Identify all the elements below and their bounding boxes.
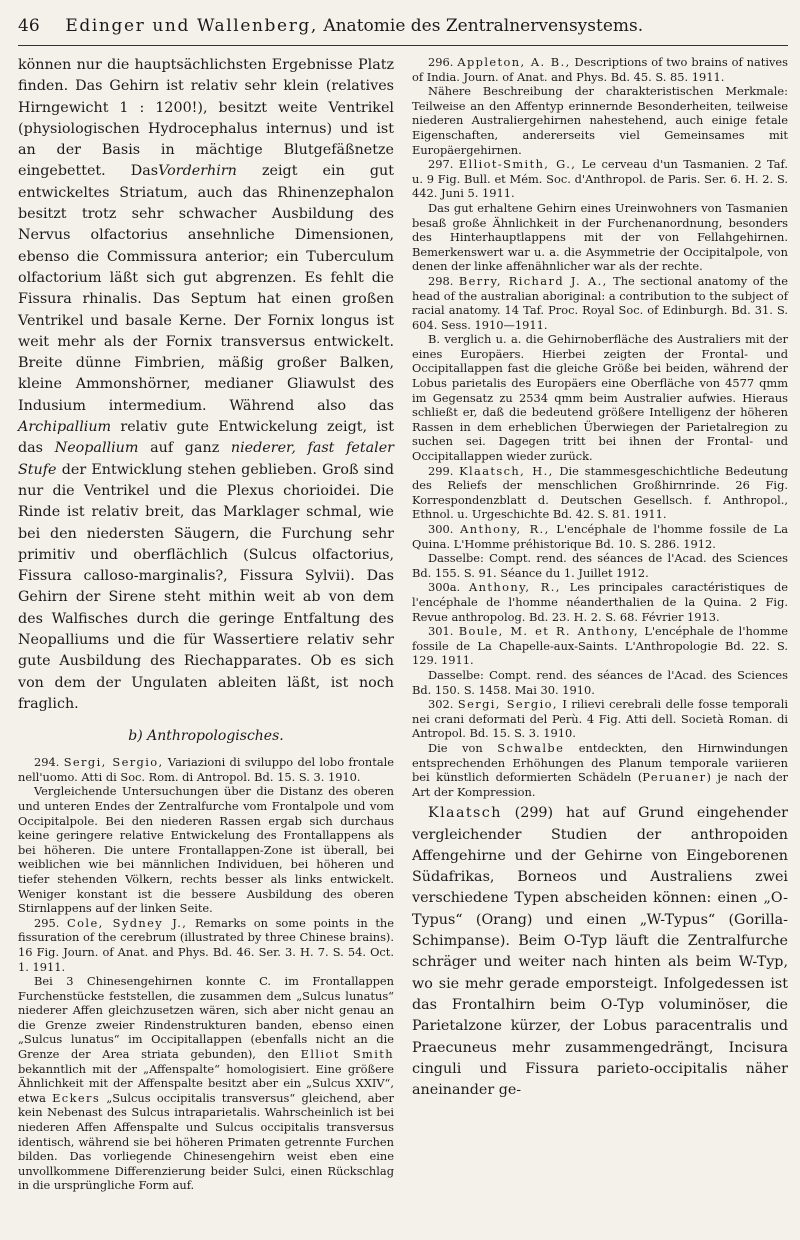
- bibliography-entry: 299. Klaatsch, H., Die stammesgeschichtliche Bedeutung des Reliefs der menschlichen Großhirnrinde. 26 Fig. Korrespondenzblatt d. Deutschen Gesellsch. f. Anthropol., Ethnol. u. Urgeschichte Bd. 42. S. 81. 1911.: [412, 463, 788, 522]
- bibliography-entry: 300a. Anthony, R., Les principales caractéristiques de l'encéphale de l'homme néanderthalien de la Quina. 2 Fig. Revue anthropolog. Bd. 23. H. 2. S. 68. Février 1913.: [412, 580, 788, 624]
- abstract: Bei 3 Chinesengehirnen konnte C. im Frontallappen Furchenstücke feststellen, die zusammen dem „Sulcus lunatus“ niederer Affen gleichzusetzen wären, sich aber nicht genau an die Grenze zweier Rindenstrukturen banden, ebenso einen „Sulcus lunatus“ im Occipitallappen (ebenfalls nicht an die Grenze der Area striata gebunden), den Elliot Smith bekanntlich mit der „Affenspalte“ homologisiert. Eine größere Ähnlichkeit mit der Affenspalte besitzt aber ein „Sulcus XXIV“, etwa Eckers „Sulcus occipitalis transversus“ gleichend, aber kein Nebenast des Sulcus intraparietalis. Wahrscheinlich ist bei niederen Affen Affenspalte und Sulcus occipitalis transversus identisch, während sie bei höheren Primaten getrennte Furchen bilden. Das vorliegende Chinesengehirn weist eben eine unvollkommene Differenzierung beider Sulci, einen Rückschlag in die ursprüngliche Form auf.: [18, 974, 394, 1193]
- right-column: [412, 55, 788, 1101]
- bibliography-entry: 294. Sergi, Sergio, Variazioni di sviluppo del lobo frontale nell'uomo. Atti di Soc. Rom. di Antropol. Bd. 15. S. 3. 1910. Vergleichende Untersuchungen über die Distanz des oberen und unteren Endes der Zentralfurche vom Frontalpole und vom Occipitalpole. Bei den niederen Rassen ergab sich durchaus keine geringere relative Entwickelung des Frontallappens als bei höheren. Die untere Frontallappen-Zone ist überall, bei weiblichen wie bei männlichen Individuen, bei höheren und tiefer stehenden Völkern, rechts besser als links entwickelt. Weniger konstant ist die bessere Ausbildung des oberen Stirnlappens auf der linken Seite.: [18, 755, 395, 916]
- running-head-authors: Edinger und Wallenberg,: [65, 16, 318, 36]
- intro-paragraph: können nur die hauptsächlichsten Ergebnisse Platz finden. Das Gehirn ist relativ sehr klein (relatives Hirngewicht 1 : 1200!), besitzt weite Ventrikel (physiologischen Hydrocephalus internus) und ist an der Basis in mächtige Blutgefäßnetze eingebettet. DasVorderhirn zeigt ein gut entwickeltes Striatum, auch das Rhinenzephalon besitzt trotz sehr schwacher Ausbildung des Nervus olfactorius ansehnliche Dimensionen, ebenso die Commissura anterior; ein Tuberculum olfactorium läßt sich gut abgrenzen. Es fehlt die Fissura rhinalis. Das Septum hat einen großen Ventrikel und basale Kerne. Der Fornix longus ist weit mehr als der Fornix transversus entwickelt. Breite dünne Fimbrien, mäßig großer Balken, kleine Ammonshörner, medianer Gliawulst des Indusium intermedium. Während also das Archipallium relativ gute Entwickelung zeigt, ist das Neopallium auf ganz niederer, fast fetaler Stufe der Entwicklung stehen geblieben. Groß sind nur die Ventrikel und die Plexus chorioidei. Die Rinde ist relativ breit, das Marklager schmal, wie bei den niedersten Säugern, die Furchung sehr primitiv und oberflächlich (Sulcus olfactorius, Fissura calloso-marginalis?, Fissura Sylvii). Das Gehirn der Sirene steht mithin weit ab von dem des Walfisches durch die geringe Entfaltung des Neopalliums und die für Wassertiere relativ sehr gute Ausbildung des Riechapparates. Ob es sich von dem der Ungulaten ableiten läßt, ist noch fraglich.: [18, 57, 394, 712]
- dasselbe-note: Dasselbe: Compt. rend. des séances de l'Acad. des Sciences Bd. 155. S. 91. Séance du 1. Juillet 1912.: [412, 551, 788, 580]
- left-column: [18, 55, 394, 1193]
- section-heading: b) Anthropologisches.: [128, 728, 284, 745]
- abstract: Das gut erhaltene Gehirn eines Ureinwohners von Tasmanien besaß große Ähnlichkeit in der Furchenanordnung, besonders des Hinterhauptlappens mit der von Fellahgehirnen. Bemerkenswert war u. a. die Asymmetrie der Occipitalpole, von denen der linke affenähnlicher war als der rechte.: [412, 200, 788, 274]
- abstract: Vergleichende Untersuchungen über die Distanz des oberen und unteren Endes der Zentralfurche vom Frontalpole und vom Occipitalpole. Bei den niederen Rassen ergab sich durchaus keine geringere relative Entwickelung des Frontallappens als bei höheren. Die untere Frontallappen-Zone ist überall, bei weiblichen wie bei männlichen Individuen, bei höheren und tiefer stehenden Völkern, rechts besser als links entwickelt. Weniger konstant ist die bessere Ausbildung des oberen Stirnlappens auf der linken Seite.: [18, 784, 394, 916]
- header-rule: [18, 45, 788, 46]
- bibliography-entry: 297. Elliot-Smith, G., Le cerveau d'un Tasmanien. 2 Taf. u. 9 Fig. Bull. et Mém. Soc. d'Anthropol. de Paris. Ser. 6. H. 2. S. 442. Juni 5. 1911. Das gut erhaltene Gehirn eines Ureinwohners von Tasmanien besaß große Ähnlichkeit in der Furchenanordnung, besonders des Hinterhauptlappens mit der von Fellahgehirnen. Bemerkenswert war u. a. die Asymmetrie der Occipitalpole, von denen der linke affenähnlicher war als der rechte.: [412, 157, 788, 274]
- abstract: Nähere Beschreibung der charakteristischen Merkmale: Teilweise an den Affentyp erinnernde Besonderheiten, teilweise niederen Australiergehirnen nahestehend, auch einige fetale Eigenschaften, andererseits viel Gemeinsames mit Europäergehirnen.: [412, 84, 788, 157]
- bibliography-entry: 301. Boule, M. et R. Anthony, L'encéphale de l'homme fossile de La Chapelle-aux-Saints. L'Anthropologie Bd. 22. S. 129. 1911. Dasselbe: Compt. rend. des séances de l'Acad. des Sciences Bd. 150. S. 1458. Mai 30. 1910.: [412, 624, 788, 697]
- bibliography-entry: 295. Cole, Sydney J., Remarks on some points in the fissuration of the cerebrum (illustrated by three Chinese brains). 16 Fig. Journ. of Anat. and Phys. Bd. 46. Ser. 3. H. 7. S. 54. Oct. 1. 1911. Bei 3 Chinesengehirnen konnte C. im Frontallappen Furchenstücke feststellen, die zusammen dem „Sulcus lunatus“ niederer Affen gleichzusetzen wären, sich aber nicht genau an die Grenze zweier Rindenstrukturen banden, ebenso einen „Sulcus lunatus“ im Occipitallappen (ebenfalls nicht an die Grenze der Area striata gebunden), den Elliot Smith bekanntlich mit der „Affenspalte“ homologisiert. Eine größere Ähnlichkeit mit der Affenspalte besitzt aber ein „Sulcus XXIV“, etwa Eckers „Sulcus occipitalis transversus“ gleichend, aber kein Nebenast des Sulcus intraparietalis. Wahrscheinlich ist bei niederen Affen Affenspalte und Sulcus occipitalis transversus identisch, während sie bei höheren Primaten getrennte Furchen bilden. Das vorliegende Chinesengehirn weist eben eine unvollkommene Differenzierung beider Sulci, einen Rückschlag in die ursprüngliche Form auf.: [18, 915, 395, 1193]
- abstract: B. verglich u. a. die Gehirnoberfläche des Australiers mit der eines Europäers. Hierbei zeigten der Frontal- und Occipitallappen fast die gleiche Größe bei beiden, während der Lobus parietalis des Europäers eine Oberfläche von 4577 qmm im Gegensatz zu 2534 qmm beim Australier aufwies. Hieraus schließt er, daß die bedeutend größere Intelligenz der höheren Rassen in dem erheblichen Überwiegen der Parietalregion zu suchen sei. Dagegen tritt bei ihnen der Frontal- und Occipitallappen wieder zurück.: [412, 332, 788, 464]
- bibliography-entry: 300. Anthony, R., L'encéphale de l'homme fossile de La Quina. L'Homme préhistorique Bd. 10. S. 286. 1912. Dasselbe: Compt. rend. des séances de l'Acad. des Sciences Bd. 155. S. 91. Séance du 1. Juillet 1912.: [412, 522, 788, 580]
- page-number: 46: [18, 16, 40, 36]
- abstract: Die von Schwalbe entdeckten, den Hirnwindungen entsprechenden Erhöhungen des Planum temporale variieren bei künstlich deformierten Schädeln (Peruaner) je nach der Art der Kompression.: [412, 740, 788, 799]
- bibliography-entry: 298. Berry, Richard J. A., The sectional anatomy of the head of the australian aboriginal: a contribution to the subject of racial anatomy. 14 Taf. Proc. Royal Soc. of Edinburgh. Bd. 31. S. 604. Sess. 1910—1911. B. verglich u. a. die Gehirnoberfläche des Australiers mit der eines Europäers. Hierbei zeigten der Frontal- und Occipitallappen fast die gleiche Größe bei beiden, während der Lobus parietalis des Europäers eine Oberfläche von 4577 qmm im Gegensatz zu 2534 qmm beim Australier aufwies. Hieraus schließt er, daß die bedeutend größere Intelligenz der höheren Rassen in dem erheblichen Überwiegen der Parietalregion zu suchen sei. Dagegen tritt bei ihnen der Frontal- und Occipitallappen wieder zurück.: [412, 273, 788, 464]
- dasselbe-note: Dasselbe: Compt. rend. des séances de l'Acad. des Sciences Bd. 150. S. 1458. Mai 30. 1910.: [412, 667, 788, 697]
- running-head: [18, 8, 788, 44]
- discussion-paragraph: Klaatsch (299) hat auf Grund eingehender vergleichender Studien der anthropoiden Affengehirne und der Gehirne von Eingeborenen Südafrikas, Borneos und Australiens zwei verschiedene Typen abscheiden können: einen „O-Typus“ (Orang) und einen „W-Typus“ (Gorilla-Schimpanse). Beim O-Typ läuft die Zentralfurche schräger und weiter nach hinten als beim W-Typ, wo sie mehr gerade emporsteigt. Infolgedessen ist das Frontalhirn beim O-Typ voluminöser, die Parietalzone kürzer, der Lobus paracentralis und Praecuneus mehr zusammengedrängt, Incisura cinguli und Fissura parieto-occipitalis näher aneinander ge-: [412, 805, 788, 1099]
- bibliography-entry: 296. Appleton, A. B., Descriptions of two brains of natives of India. Journ. of Anat. and Phys. Bd. 45. S. 85. 1911. Nähere Beschreibung der charakteristischen Merkmale: Teilweise an den Affentyp erinnernde Besonderheiten, teilweise niederen Australiergehirnen nahestehend, auch einige fetale Eigenschaften, andererseits viel Gemeinsames mit Europäergehirnen.: [412, 55, 789, 157]
- bibliography-entry: 302. Sergi, Sergio, I rilievi cerebrali delle fosse temporali nei crani deformati del Perù. 4 Fig. Atti dell. Società Roman. di Antropol. Bd. 15. S. 3. 1910. Die von Schwalbe entdeckten, den Hirnwindungen entsprechenden Erhöhungen des Planum temporale variieren bei künstlich deformierten Schädeln (Peruaner) je nach der Art der Kompression.: [412, 697, 789, 799]
- running-head-title: Anatomie des Zentralnervensystems.: [323, 16, 644, 36]
